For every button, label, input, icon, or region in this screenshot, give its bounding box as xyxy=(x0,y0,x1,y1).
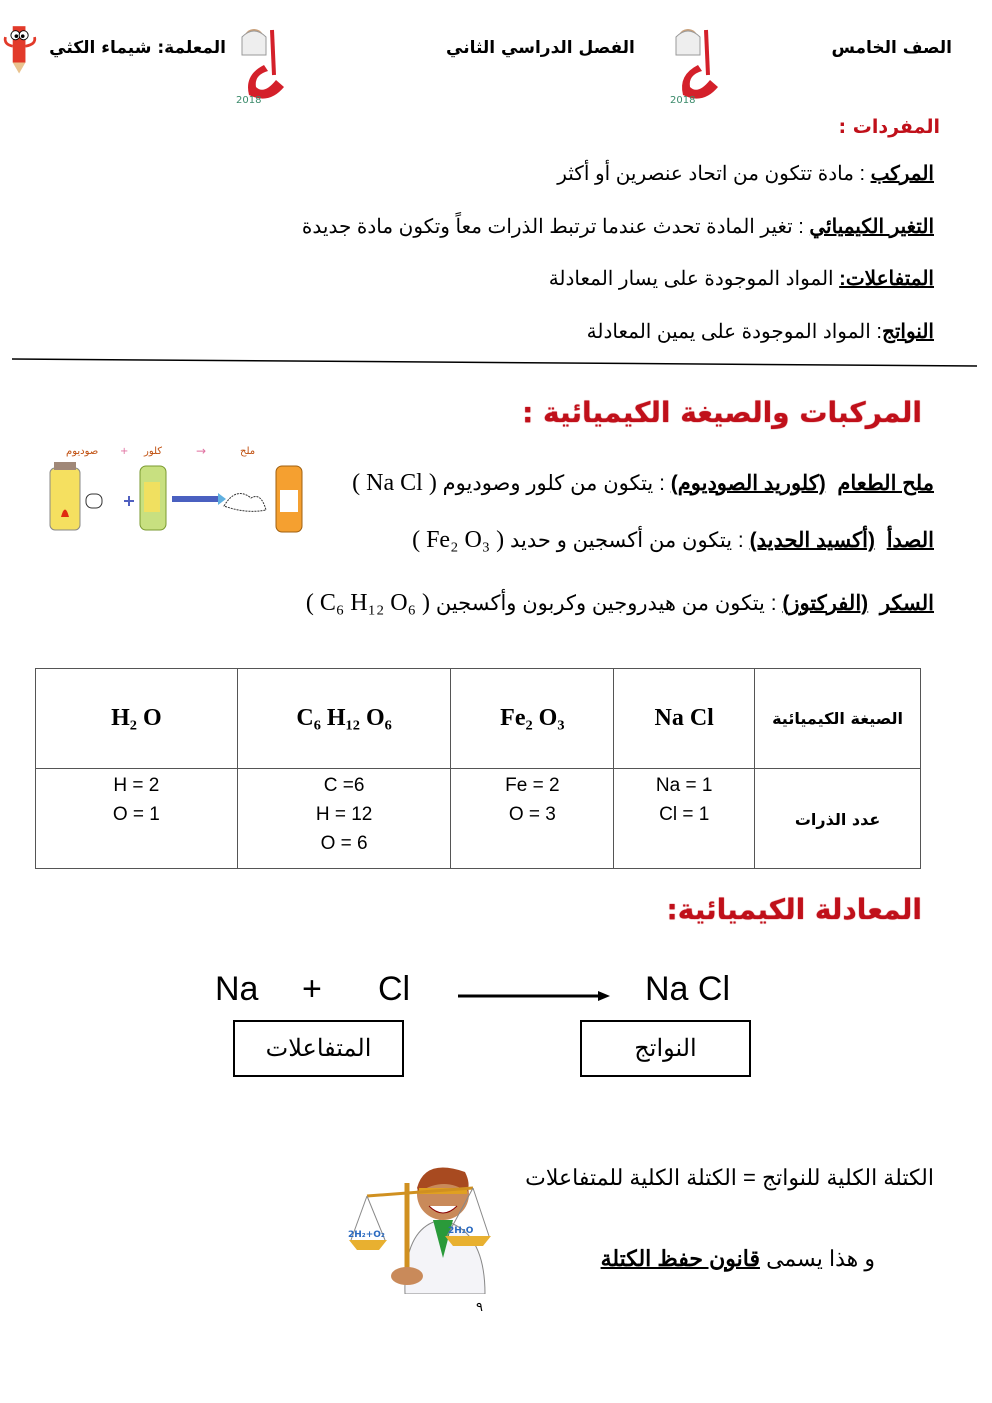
cell-formula: Na Cl xyxy=(614,669,755,769)
compounds-title: المركبات والصيغة الكيميائية : xyxy=(522,396,922,429)
cell-atoms: Fe = 2 O = 3 xyxy=(451,769,614,869)
salt-formation-illustration: صوديوم + كلور → ملح xyxy=(46,444,308,536)
term-label: الفصل الدراسي الثاني xyxy=(446,38,635,58)
jars-icon xyxy=(46,462,308,536)
vocab-title: المفردات : xyxy=(838,116,940,138)
pencil-mascot-icon xyxy=(0,18,40,82)
reactants-box: المتفاعلات xyxy=(233,1020,404,1077)
zayed-year-logo: 2018 xyxy=(668,25,730,111)
plus-sign: + xyxy=(302,970,322,1008)
scientist-scale-illustration: 2H₂+O₂ 2H₂O xyxy=(345,1158,495,1294)
formula-table xyxy=(35,668,921,869)
cell-formula: H₂ O xyxy=(36,669,238,769)
vocab-item: المتفاعلات: المواد الموجودة على يسار المعادلة xyxy=(548,268,934,290)
equation-title: المعادلة الكيميائية: xyxy=(666,893,922,926)
row-label: عدد الذرات xyxy=(755,769,921,869)
zayed-year-logo: 2018 xyxy=(234,25,296,111)
cell-atoms: H = 2 O = 1 xyxy=(36,769,238,869)
cell-formula: C₆ H₁₂ O₆ xyxy=(237,669,451,769)
section-divider xyxy=(0,355,992,369)
cell-atoms: Na = 1 Cl = 1 xyxy=(614,769,755,869)
reaction-arrow-icon xyxy=(456,988,612,1004)
cell-formula: Fe₂ O₃ xyxy=(451,669,614,769)
page-number: ٩ xyxy=(476,1300,483,1315)
grade-label: الصف الخامس xyxy=(831,38,952,58)
compound-item: السكر (الفركتوز) : يتكون من هيدروجين وكربون وأكسجين ( C₆ H₁₂ O₆ ) xyxy=(305,590,934,616)
products-box: النواتج xyxy=(580,1020,751,1077)
vocab-item: المركب : مادة تتكون من اتحاد عنصرين أو أكثر xyxy=(557,163,934,185)
vocab-item: التغير الكيميائي : تغير المادة تحدث عندما ترتبط الذرات معاً وتكون مادة جديدة xyxy=(301,216,934,238)
compound-item: ملح الطعام (كلوريد الصوديوم) : يتكون من كلور وصوديوم ( Na Cl ) xyxy=(352,470,934,496)
table-row xyxy=(36,769,921,869)
law-name: قانون حفظ الكتلة xyxy=(600,1246,760,1271)
reactant-chlorine: Cl xyxy=(378,970,411,1008)
row-label: الصيغة الكيميائية xyxy=(755,669,921,769)
table-row xyxy=(36,669,921,769)
teacher-label: المعلمة: شيماء الكثي xyxy=(49,38,226,58)
law-line: و هذا يسمى قانون حفظ الكتلة xyxy=(600,1246,875,1271)
vocab-item: النواتج: المواد الموجودة على يمين المعادلة xyxy=(586,321,934,343)
cell-atoms: C =6 H = 12 O = 6 xyxy=(237,769,451,869)
compound-item: الصدأ (أكسيد الحديد) : يتكون من أكسجين و حديد ( Fe₂ O₃ ) xyxy=(412,527,934,553)
product-sodium-chloride: Na Cl xyxy=(645,970,731,1008)
mass-statement: الكتلة الكلية للنواتج = الكتلة الكلية للمتفاعلات xyxy=(525,1165,934,1190)
reactant-sodium: Na xyxy=(215,970,259,1008)
